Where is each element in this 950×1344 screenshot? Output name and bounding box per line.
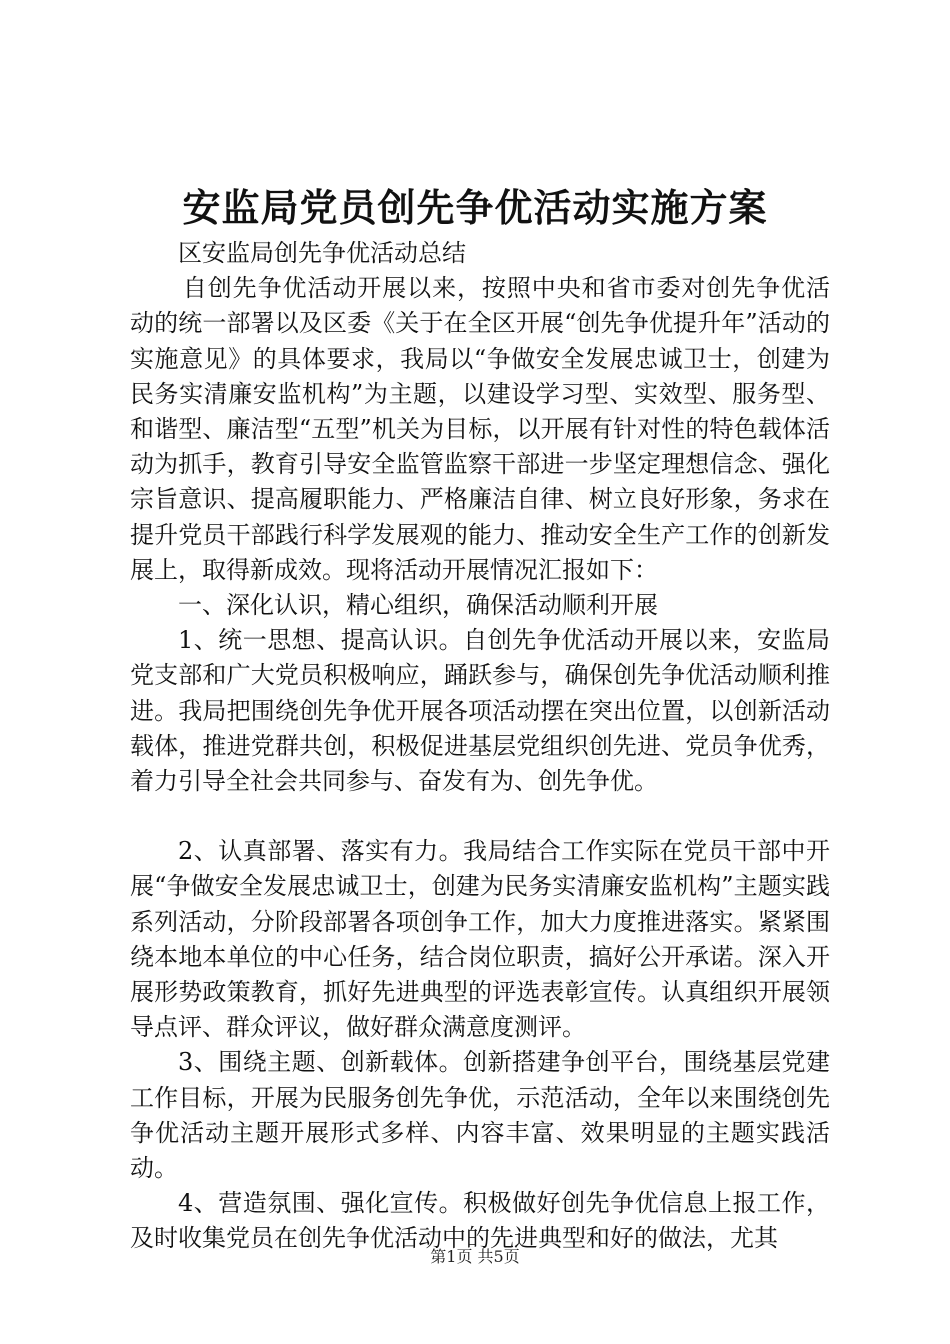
body-paragraph-item-1: 1、统一思想、提高认识。自创先争优活动开展以来，安监局党支部和广大党员积极响应，踊跃参与，确保创先争优活动顺利推进。我局把围绕创先争优开展各项活动摆在突出位置，以创新活动载体，推进党群共创，积极促进基层党组织创先进、党员争优秀，着力引导全社会共同参与、奋发有为、创先争优。 xyxy=(130,626,830,796)
document-title: 安监局党员创先争优活动实施方案 xyxy=(182,185,768,230)
document-body xyxy=(130,236,830,1257)
body-paragraph-item-3: 3、围绕主题、创新载体。创新搭建争创平台，围绕基层党建工作目标，开展为民服务创先争优，示范活动，全年以来围绕创先争优活动主题开展形式多样、内容丰富、效果明显的主题实践活动。 xyxy=(130,1048,830,1183)
body-paragraph-item-2: 2、认真部署、落实有力。我局结合工作实际在党员干部中开展“争做安全发展忠诚卫士，创建为民务实清廉安监机构”主题实践系列活动，分阶段部署各项创争工作，加大力度推进落实。紧紧围绕本地本单位的中心任务，结合岗位职责，搞好公开承诺。深入开展形势政策教育，抓好先进典型的评选表彰宣传。认真组织开展领导点评、群众评议，做好群众满意度测评。 xyxy=(130,837,830,1042)
body-paragraph-intro: 自创先争优活动开展以来，按照中央和省市委对创先争优活动的统一部署以及区委《关于在全区开展“创先争优提升年”活动的实施意见》的具体要求，我局以“争做安全发展忠诚卫士，创建为民务实清廉安监机构”为主题，以建设学习型、实效型、服务型、和谐型、廉洁型“五型”机关为目标，以开展有针对性的特色载体活动为抓手，教育引导安全监管监察干部进一步坚定理想信念、强化宗旨意识、提高履职能力、严格廉洁自律、树立良好形象，务求在提升党员干部践行科学发展观的能力、推动安全生产工作的创新发展上，取得新成效。现将活动开展情况汇报如下： xyxy=(130,274,830,584)
document-subtitle: 区安监局创先争优活动总结 xyxy=(178,239,466,267)
section-heading-1: 一、深化认识，精心组织，确保活动顺利开展 xyxy=(178,591,658,620)
body-paragraph-item-4: 4、营造氛围、强化宣传。积极做好创先争优信息上报工作，及时收集党员在创先争优活动中的先进典型和好的做法，尤其 xyxy=(130,1189,830,1253)
page-number-footer: 第1页 共5页 xyxy=(430,1247,520,1266)
